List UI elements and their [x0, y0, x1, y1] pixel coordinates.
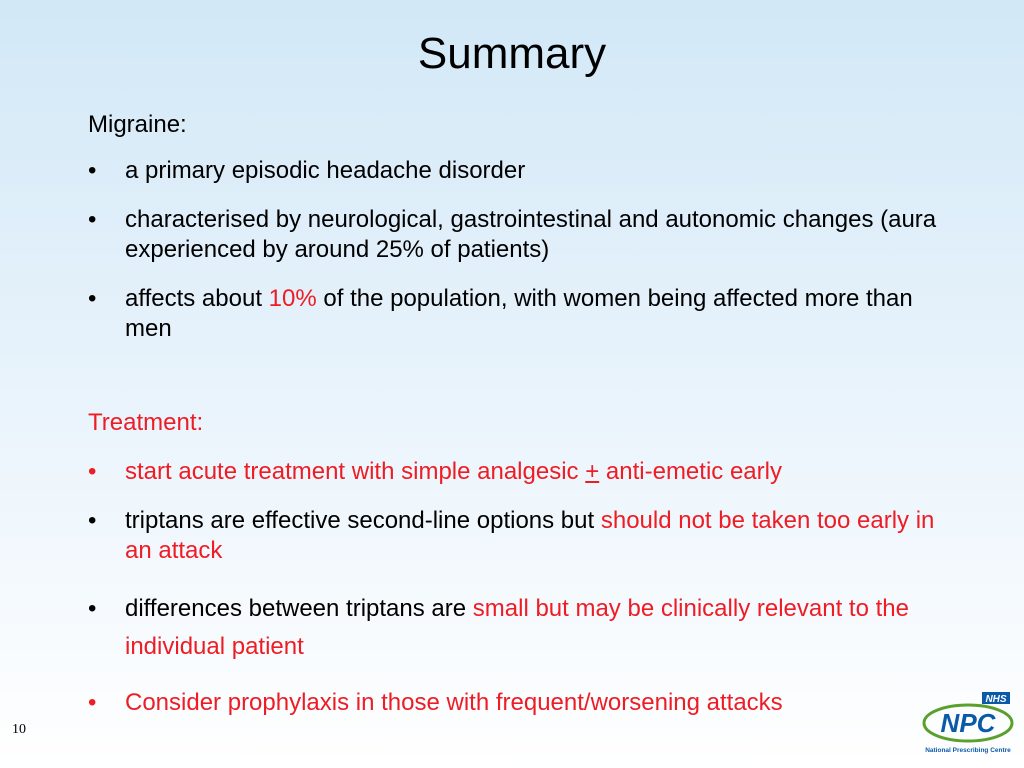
plus-minus-sign: + — [585, 458, 600, 485]
treatment-heading: Treatment: — [88, 409, 204, 436]
treatment-bullet-4 — [88, 688, 948, 718]
migraine-heading: Migraine: — [88, 111, 187, 138]
bullet-text: a primary episodic headache disorder — [125, 157, 526, 184]
bullet-dot: • — [88, 157, 97, 184]
slide-number: 10 — [12, 722, 26, 737]
treatment-bullet-2 — [88, 506, 948, 566]
bullet-text: Consider prophylaxis in those with frequent/worsening attacks — [125, 689, 783, 716]
highlight-text: 10% — [268, 285, 317, 312]
migraine-bullet-2 — [88, 205, 948, 265]
migraine-bullet-1 — [88, 156, 948, 186]
highlight-text: should not be taken too early in an attack — [125, 507, 935, 564]
bullet-text: triptans are effective second-line options but should not be taken too early in an attack — [125, 507, 935, 564]
bullet-dot: • — [88, 206, 97, 233]
npc-logo — [920, 690, 1016, 760]
bullet-text: affects about 10% of the population, with women being affected more than men — [125, 285, 913, 342]
bullet-dot: • — [88, 595, 97, 622]
bullet-text: start acute treatment with simple analgesic + anti-emetic early — [125, 458, 782, 485]
logo-caption: National Prescribing Centre — [925, 747, 1011, 754]
npc-text: NPC — [940, 708, 996, 738]
bullet-dot: • — [88, 689, 97, 716]
treatment-bullet-1 — [88, 457, 948, 487]
migraine-bullet-3 — [88, 284, 948, 344]
treatment-bullet-3 — [88, 590, 948, 666]
slide-title: Summary — [417, 29, 607, 78]
highlight-text: small but may be clinically relevant to the individual patient — [125, 595, 909, 660]
bullet-dot: • — [88, 285, 97, 312]
bullet-dot: • — [88, 458, 97, 485]
bullet-text: characterised by neurological, gastrointestinal and autonomic changes (aura experienced by around 25% of patients) — [125, 206, 937, 263]
nhs-text: NHS — [985, 694, 1007, 705]
bullet-dot: • — [88, 507, 97, 534]
bullet-text: differences between triptans are small but may be clinically relevant to the individual patient — [125, 595, 909, 660]
